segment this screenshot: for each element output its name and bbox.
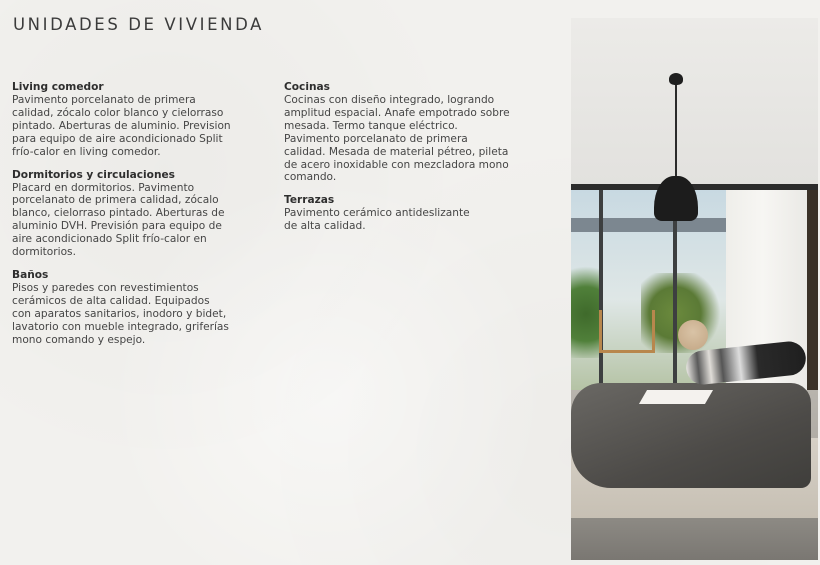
photo-mullion <box>599 190 603 390</box>
section-banos <box>12 269 248 347</box>
photo-chair <box>599 310 655 353</box>
section-heading: Cocinas <box>284 81 330 93</box>
photo-window-beam <box>571 218 726 232</box>
section-heading: Terrazas <box>284 194 335 207</box>
photo-person-head <box>678 320 708 350</box>
section-living-comedor <box>12 81 248 159</box>
photo-lamp-cord <box>675 80 677 180</box>
features-column-right <box>284 81 524 243</box>
bedroom-photo <box>571 18 818 560</box>
section-body: Pavimento cerámico antideslizante de alta calidad. <box>284 207 470 233</box>
section-terrazas <box>284 194 524 233</box>
section-body: Placard en dormitorios. Pavimento porcelanato de primera calidad, zócalo blanco, cielorraso pintado. Aberturas de aluminio DVH. Previsión para equipo de aire acondicionado Split frío-calor en dormitorios. <box>12 181 225 259</box>
photo-wall-edge <box>807 190 818 400</box>
features-column-left <box>12 81 248 357</box>
section-body: Cocinas con diseño integrado, logrando amplitud espacial. Anafe empotrado sobre mesada. Termo tanque eléctrico. Pavimento porcelanato de primera calidad. Mesada de material pétreo, pileta de acero inoxidable con mezcladora mono comando. <box>284 94 510 184</box>
photo-rug <box>571 518 818 560</box>
photo-lamp-cap <box>669 73 683 85</box>
section-heading: Living comedor <box>12 81 104 93</box>
page-title: UNIDADES DE VIVIENDA <box>13 15 264 34</box>
section-cocinas <box>284 81 524 184</box>
photo-ceiling <box>571 18 818 188</box>
section-heading: Dormitorios y circulaciones <box>12 168 175 181</box>
section-body: Pisos y paredes con revestimientos cerámicos de alta calidad. Equipados con aparatos sanitarios, inodoro y bidet, lavatorio con mueble integrado, griferías mono comando y espejo. <box>12 281 229 346</box>
section-body: Pavimento porcelanato de primera calidad, zócalo color blanco y cielorraso pintado. Aberturas de aluminio. Prevision para equipo de aire acondicionado Split frío-calor en living comedor. <box>12 94 231 158</box>
section-heading: Baños <box>12 268 49 281</box>
section-dormitorios <box>12 169 248 259</box>
photo-book <box>639 390 713 404</box>
photo-plant <box>571 248 601 358</box>
